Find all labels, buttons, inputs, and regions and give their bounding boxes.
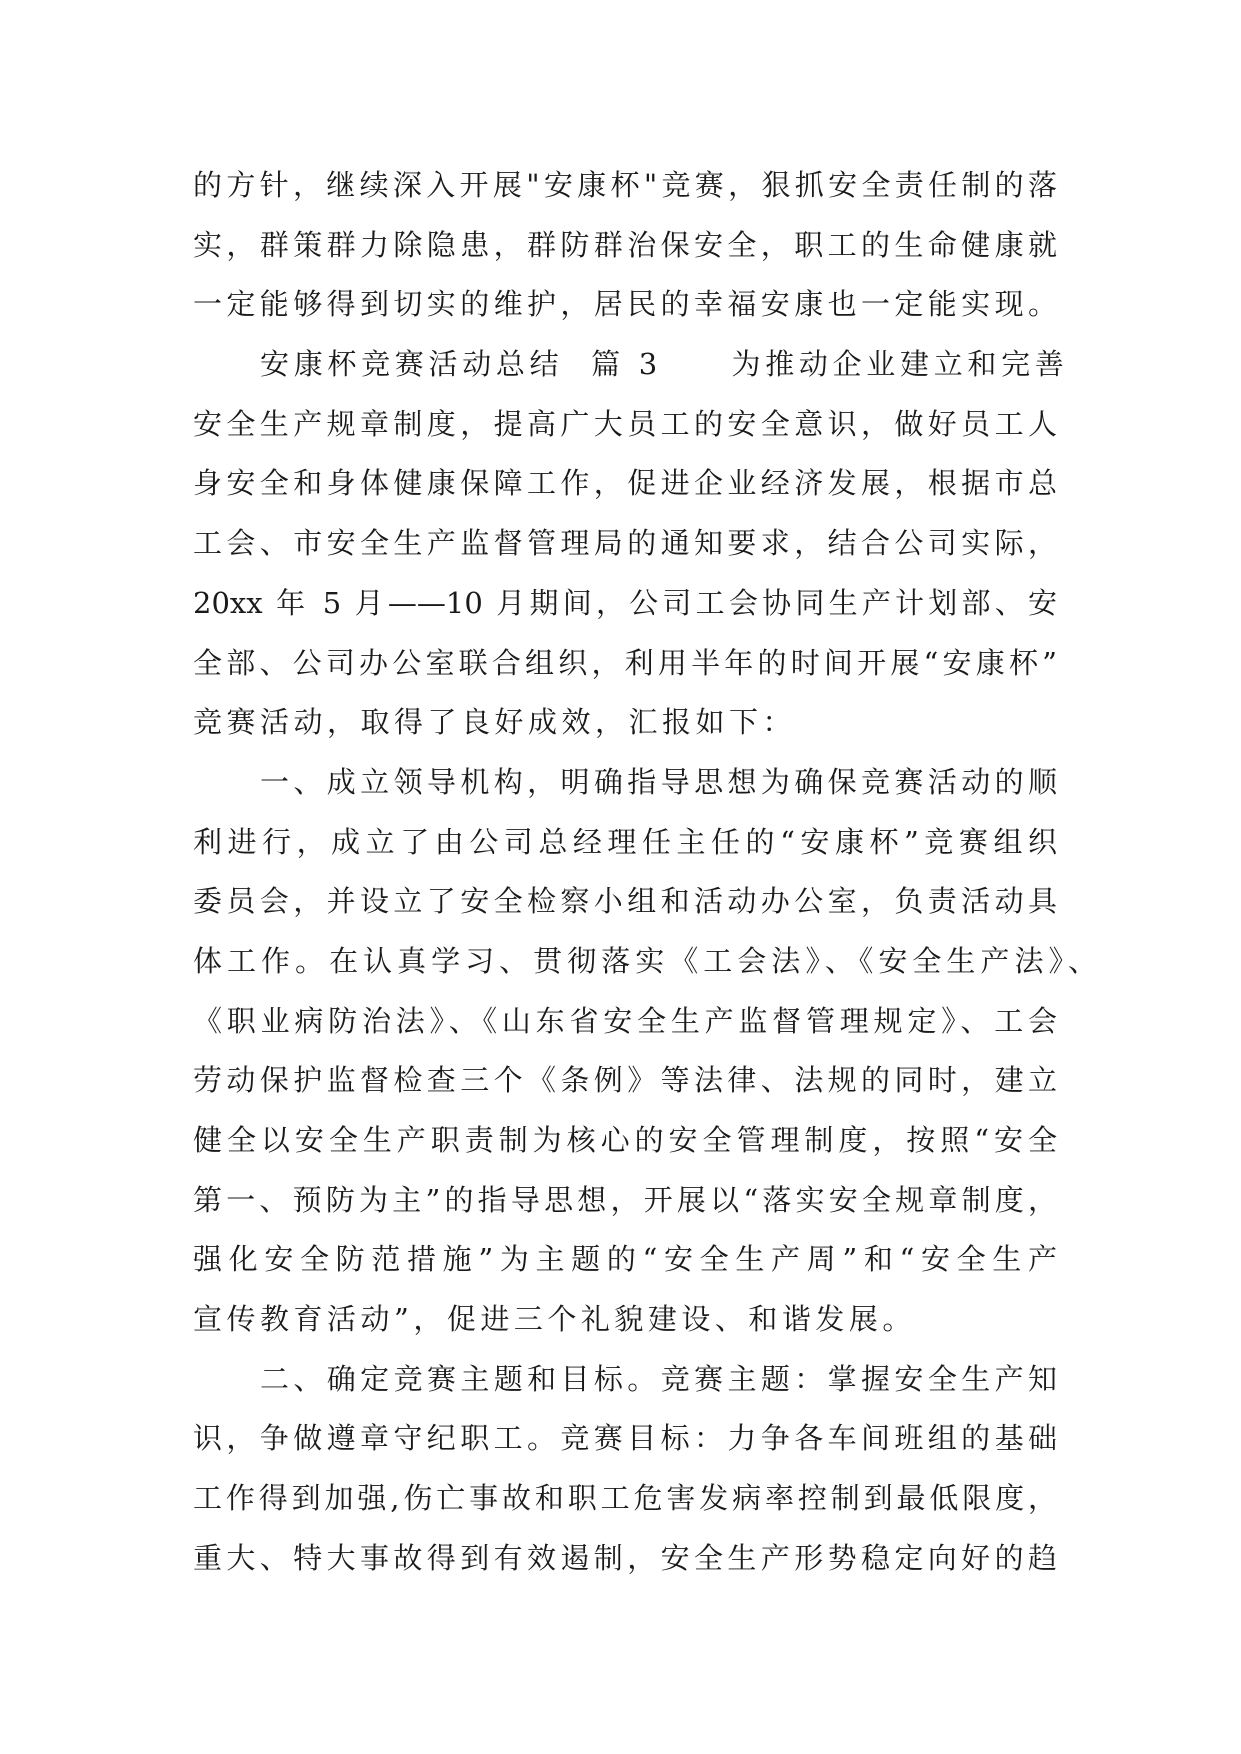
document-body [193,156,1097,1589]
paragraph-leadership [193,753,1097,1350]
text-line: 工作得到加强,伤亡事故和职工危害发病率控制到最低限度， [193,1481,1057,1516]
text-line: 第一、预防为主”的指导思想，开展以“落实安全规章制度， [193,1182,1057,1217]
text-line: 的方针，继续深入开展"安康杯"竞赛，狠抓安全责任制的落 [193,168,1057,202]
text-line: 强化安全防范措施”为主题的“安全生产周”和“安全生产 [193,1242,1057,1277]
text-line: 二、确定竞赛主题和目标。竞赛主题：掌握安全生产知 [260,1361,1057,1396]
text-line: 《职业病防治法》、《山东省安全生产监督管理规定》、工会 [193,1003,1057,1038]
text-line: 身安全和身体健康保障工作，促进企业经济发展，根据市总 [193,466,1057,501]
paragraph-section-3-intro [193,335,1097,753]
text-line: 安全生产规章制度，提高广大员工的安全意识，做好员工人 [193,406,1057,441]
text-line: 竞赛活动，取得了良好成效，汇报如下： [193,705,797,740]
text-line: 一、成立领导机构，明确指导思想为确保竞赛活动的顺 [260,764,1057,799]
text-line: 一定能够得到切实的维护，居民的幸福安康也一定能实现。 [193,287,1057,322]
text-line: 识，争做遵章守纪职工。竞赛目标：力争各车间班组的基础 [193,1421,1057,1456]
paragraph-continuation [193,156,1097,335]
text-line: 重大、特大事故得到有效遏制，安全生产形势稳定向好的趋 [193,1540,1057,1575]
text-line: 实，群策群力除隐患，群防群治保安全，职工的生命健康就 [193,227,1057,262]
text-line: 20xx 年 5 月——10 月期间，公司工会协同生产计划部、安 [193,585,1057,620]
text-line: 健全以安全生产职责制为核心的安全管理制度，按照“安全 [193,1123,1057,1157]
paragraph-theme-goals [193,1350,1097,1589]
text-line: 体工作。在认真学习、贯彻落实《工会法》、《安全生产法》、 [193,943,1097,978]
text-line: 工会、市安全生产监督管理局的通知要求，结合公司实际， [193,526,1057,561]
text-line: 全部、公司办公室联合组织，利用半年的时间开展“安康杯” [193,645,1057,680]
text-line: 委员会，并设立了安全检察小组和活动办公室，负责活动具 [193,884,1057,919]
text-line: 宣传教育活动”，促进三个礼貌建设、和谐发展。 [193,1302,916,1337]
text-line: 利进行，成立了由公司总经理任主任的“安康杯”竞赛组织 [193,824,1057,859]
section-heading-line: 安康杯竞赛活动总结 篇 3 为推动企业建立和完善 [260,347,1069,382]
text-line: 劳动保护监督检查三个《条例》等法律、法规的同时，建立 [193,1063,1057,1098]
